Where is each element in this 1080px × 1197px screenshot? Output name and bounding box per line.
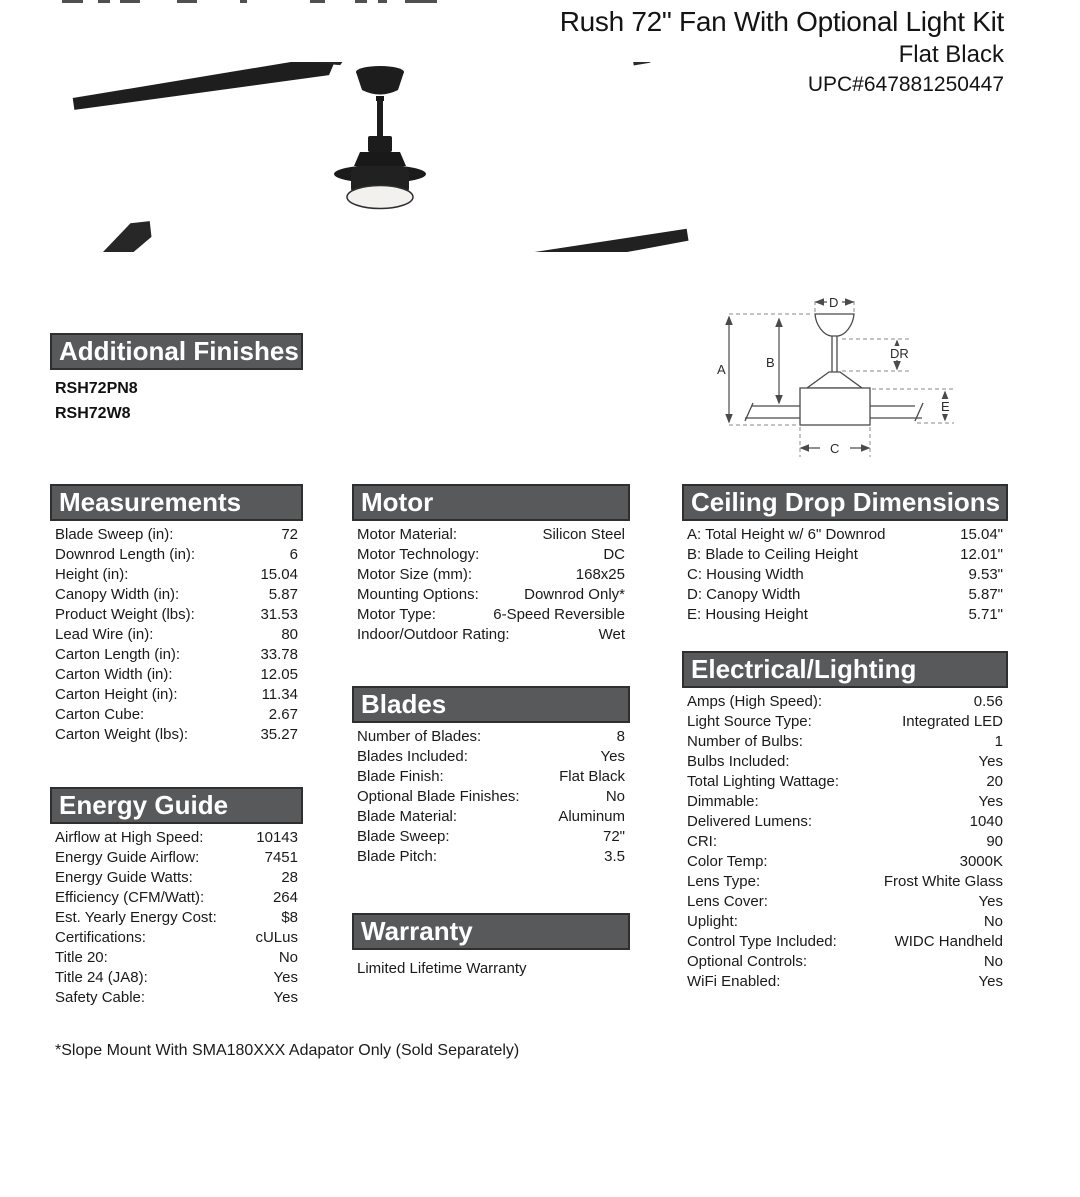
spec-value: Integrated LED bbox=[902, 713, 1003, 730]
spec-value: 31.53 bbox=[260, 606, 298, 623]
spec-row bbox=[682, 952, 1008, 972]
spec-label: Total Lighting Wattage: bbox=[687, 773, 840, 790]
spec-value: 5.87" bbox=[968, 586, 1003, 603]
light-lens bbox=[347, 186, 413, 209]
spec-row bbox=[682, 605, 1008, 625]
spec-value: 6 bbox=[289, 546, 298, 563]
spec-label: Lens Cover: bbox=[687, 893, 768, 910]
spec-value: 80 bbox=[281, 626, 298, 643]
page-title: Rush 72" Fan With Optional Light Kit bbox=[559, 6, 1004, 37]
logo-mark bbox=[98, 0, 110, 3]
spec-value: No bbox=[605, 788, 625, 805]
motor-section bbox=[352, 484, 630, 645]
spec-value: $8 bbox=[281, 909, 298, 926]
spec-value: 6-Speed Reversible bbox=[493, 606, 625, 623]
spec-row bbox=[50, 605, 303, 625]
spec-row bbox=[682, 812, 1008, 832]
spec-value: Aluminum bbox=[558, 808, 625, 825]
measurements-rows bbox=[50, 525, 303, 745]
spec-row bbox=[682, 692, 1008, 712]
electrical-rows bbox=[682, 692, 1008, 992]
spec-row bbox=[352, 585, 630, 605]
spec-value: 168x25 bbox=[575, 566, 625, 583]
spec-label: Optional Controls: bbox=[687, 953, 808, 970]
spec-value: Frost White Glass bbox=[883, 873, 1003, 890]
spec-value: Yes bbox=[273, 969, 298, 986]
logo-mark bbox=[405, 0, 437, 3]
spec-value: 264 bbox=[272, 889, 298, 906]
spec-label: WiFi Enabled: bbox=[687, 973, 781, 990]
spec-label: Dimmable: bbox=[687, 793, 759, 810]
spec-value: 1040 bbox=[969, 813, 1003, 830]
spec-row bbox=[50, 685, 303, 705]
spec-label: Blade Pitch: bbox=[357, 848, 438, 865]
spec-row bbox=[682, 712, 1008, 732]
energy-guide-section bbox=[50, 787, 303, 1008]
spec-row bbox=[682, 752, 1008, 772]
spec-label: Title 24 (JA8): bbox=[55, 969, 148, 986]
spec-label: Efficiency (CFM/Watt): bbox=[55, 889, 205, 906]
spec-row bbox=[50, 705, 303, 725]
spec-value: 15.04 bbox=[260, 566, 298, 583]
additional-finishes-section bbox=[50, 333, 303, 426]
spec-value: 12.05 bbox=[260, 666, 298, 683]
spec-label: Motor Size (mm): bbox=[357, 566, 473, 583]
electrical-section bbox=[682, 651, 1008, 992]
spec-row bbox=[352, 787, 630, 807]
spec-value: 15.04" bbox=[960, 526, 1003, 543]
spec-value: 90 bbox=[986, 833, 1003, 850]
spec-row bbox=[352, 847, 630, 867]
spec-row bbox=[50, 645, 303, 665]
spec-label: Energy Guide Watts: bbox=[55, 869, 193, 886]
spec-label: Lens Type: bbox=[687, 873, 761, 890]
spec-label: Safety Cable: bbox=[55, 989, 146, 1006]
dim-label-dr: DR bbox=[890, 346, 909, 361]
dim-label-a: A bbox=[717, 362, 726, 377]
spec-row bbox=[682, 892, 1008, 912]
spec-row bbox=[682, 912, 1008, 932]
spec-value: WIDC Handheld bbox=[894, 933, 1003, 950]
dim-label-d: D bbox=[829, 295, 839, 310]
spec-value: Yes bbox=[978, 793, 1003, 810]
spec-label: Blade Finish: bbox=[357, 768, 444, 785]
spec-row bbox=[682, 565, 1008, 585]
dimension-diagram bbox=[712, 290, 1047, 475]
spec-row bbox=[50, 828, 303, 848]
spec-row bbox=[682, 972, 1008, 992]
spec-label: Number of Blades: bbox=[357, 728, 482, 745]
spec-label: CRI: bbox=[687, 833, 717, 850]
additional-finishes-heading: Additional Finishes bbox=[50, 333, 303, 370]
spec-label: Bulbs Included: bbox=[687, 753, 790, 770]
spec-value: 0.56 bbox=[973, 693, 1003, 710]
spec-row bbox=[682, 872, 1008, 892]
spec-row bbox=[50, 908, 303, 928]
spec-label: Color Temp: bbox=[687, 853, 768, 870]
spec-value: 3.5 bbox=[604, 848, 625, 865]
spec-value: 5.87 bbox=[268, 586, 298, 603]
spec-label: Carton Length (in): bbox=[55, 646, 181, 663]
spec-label: Optional Blade Finishes: bbox=[357, 788, 520, 805]
spec-row bbox=[682, 932, 1008, 952]
spec-row bbox=[682, 732, 1008, 752]
spec-row bbox=[682, 852, 1008, 872]
spec-value: Flat Black bbox=[559, 768, 625, 785]
spec-label: Carton Weight (lbs): bbox=[55, 726, 189, 743]
dim-label-e: E bbox=[941, 399, 950, 414]
spec-value: 3000K bbox=[959, 853, 1003, 870]
spec-label: Motor Type: bbox=[357, 606, 436, 623]
spec-value: 2.67 bbox=[268, 706, 298, 723]
logo-mark bbox=[240, 0, 247, 3]
blades-rows bbox=[352, 727, 630, 867]
spec-value: DC bbox=[603, 546, 625, 563]
warranty-text: Limited Lifetime Warranty bbox=[357, 960, 527, 977]
spec-value: 12.01" bbox=[960, 546, 1003, 563]
logo-mark bbox=[355, 0, 367, 3]
electrical-heading: Electrical/Lighting bbox=[682, 651, 1008, 688]
spec-row bbox=[50, 848, 303, 868]
spec-label: Title 20: bbox=[55, 949, 108, 966]
blades-heading: Blades bbox=[352, 686, 630, 723]
spec-label: Canopy Width (in): bbox=[55, 586, 180, 603]
spec-label: Motor Technology: bbox=[357, 546, 480, 563]
spec-label: Blade Material: bbox=[357, 808, 458, 825]
spec-value: Silicon Steel bbox=[542, 526, 625, 543]
spec-label: Height (in): bbox=[55, 566, 129, 583]
spec-label: Amps (High Speed): bbox=[687, 693, 823, 710]
motor-rows bbox=[352, 525, 630, 645]
spec-label: Mounting Options: bbox=[357, 586, 479, 603]
spec-value: Yes bbox=[978, 753, 1003, 770]
slope-mount-footnote: *Slope Mount With SMA180XXX Adapator Only (Sold Separately) bbox=[55, 1042, 520, 1059]
spec-value: Yes bbox=[600, 748, 625, 765]
fan-illustration bbox=[50, 62, 695, 252]
spec-label: Carton Cube: bbox=[55, 706, 145, 723]
spec-row bbox=[682, 792, 1008, 812]
upc-code: UPC#647881250447 bbox=[807, 73, 1004, 96]
spec-row bbox=[352, 525, 630, 545]
spec-value: 1 bbox=[994, 733, 1003, 750]
spec-label: Energy Guide Airflow: bbox=[55, 849, 200, 866]
spec-row bbox=[352, 605, 630, 625]
energy-guide-heading: Energy Guide bbox=[50, 787, 303, 824]
spec-value: Yes bbox=[273, 989, 298, 1006]
spec-row bbox=[352, 727, 630, 747]
spec-row bbox=[50, 948, 303, 968]
spec-row bbox=[50, 868, 303, 888]
spec-value: Yes bbox=[978, 893, 1003, 910]
spec-value: 10143 bbox=[256, 829, 298, 846]
spec-row bbox=[352, 807, 630, 827]
spec-label: E: Housing Height bbox=[687, 606, 808, 623]
spec-row bbox=[50, 525, 303, 545]
spec-label: Blade Sweep (in): bbox=[55, 526, 174, 543]
spec-value: 9.53" bbox=[968, 566, 1003, 583]
spec-value: 28 bbox=[281, 869, 298, 886]
spec-label: B: Blade to Ceiling Height bbox=[687, 546, 858, 563]
warranty-heading: Warranty bbox=[352, 913, 630, 950]
spec-value: 72 bbox=[281, 526, 298, 543]
finish-model-list bbox=[50, 376, 303, 426]
finish-model: RSH72PN8 bbox=[55, 380, 138, 397]
spec-row bbox=[352, 545, 630, 565]
spec-label: Carton Height (in): bbox=[55, 686, 178, 703]
spec-label: Light Source Type: bbox=[687, 713, 812, 730]
spec-label: Control Type Included: bbox=[687, 933, 837, 950]
ceiling-drop-heading: Ceiling Drop Dimensions bbox=[682, 484, 1008, 521]
dim-label-b: B bbox=[766, 355, 775, 370]
spec-row bbox=[352, 767, 630, 787]
logo-mark bbox=[120, 0, 140, 3]
finish-name: Flat Black bbox=[898, 41, 1004, 68]
spec-row bbox=[50, 725, 303, 745]
spec-value: 72" bbox=[602, 828, 625, 845]
spec-label: Downrod Length (in): bbox=[55, 546, 196, 563]
spec-row bbox=[352, 747, 630, 767]
cropped-logo-artifact bbox=[60, 0, 445, 4]
spec-label: Est. Yearly Energy Cost: bbox=[55, 909, 217, 926]
spec-label: Certifications: bbox=[55, 929, 146, 946]
spec-row bbox=[50, 968, 303, 988]
spec-value: 33.78 bbox=[260, 646, 298, 663]
warranty-section bbox=[352, 913, 630, 978]
measurements-heading: Measurements bbox=[50, 484, 303, 521]
spec-row bbox=[682, 545, 1008, 565]
logo-mark bbox=[310, 0, 325, 3]
spec-value: cULus bbox=[255, 929, 298, 946]
motor-heading: Motor bbox=[352, 484, 630, 521]
spec-row bbox=[682, 585, 1008, 605]
spec-row bbox=[682, 525, 1008, 545]
spec-value: 11.34 bbox=[261, 686, 298, 703]
spec-row bbox=[352, 827, 630, 847]
spec-value: 20 bbox=[986, 773, 1003, 790]
dim-label-c: C bbox=[830, 441, 840, 456]
spec-label: Motor Material: bbox=[357, 526, 458, 543]
spec-row bbox=[682, 772, 1008, 792]
spec-value: No bbox=[983, 913, 1003, 930]
dimension-diagram-svg bbox=[712, 290, 1047, 475]
spec-label: Indoor/Outdoor Rating: bbox=[357, 626, 510, 643]
logo-mark bbox=[378, 0, 387, 3]
spec-row bbox=[50, 888, 303, 908]
spec-label: Carton Width (in): bbox=[55, 666, 173, 683]
spec-value: Yes bbox=[978, 973, 1003, 990]
spec-label: Delivered Lumens: bbox=[687, 813, 813, 830]
spec-value: 5.71" bbox=[968, 606, 1003, 623]
fan-product-image bbox=[50, 62, 695, 252]
spec-label: Blade Sweep: bbox=[357, 828, 450, 845]
spec-row bbox=[50, 665, 303, 685]
spec-row bbox=[50, 565, 303, 585]
spec-label: Uplight: bbox=[687, 913, 738, 930]
logo-mark bbox=[177, 0, 197, 3]
logo-mark bbox=[62, 0, 83, 3]
spec-row bbox=[352, 565, 630, 585]
spec-value: 8 bbox=[616, 728, 625, 745]
energy-guide-rows bbox=[50, 828, 303, 1008]
spec-row bbox=[50, 585, 303, 605]
spec-value: Downrod Only* bbox=[524, 586, 625, 603]
ceiling-drop-section bbox=[682, 484, 1008, 625]
spec-label: C: Housing Width bbox=[687, 566, 804, 583]
spec-value: 35.27 bbox=[260, 726, 298, 743]
spec-value: No bbox=[983, 953, 1003, 970]
blades-section bbox=[352, 686, 630, 867]
ceiling-drop-rows bbox=[682, 525, 1008, 625]
spec-row bbox=[682, 832, 1008, 852]
spec-label: Product Weight (lbs): bbox=[55, 606, 195, 623]
measurements-section bbox=[50, 484, 303, 745]
spec-row bbox=[352, 625, 630, 645]
spec-row bbox=[50, 625, 303, 645]
finish-model: RSH72W8 bbox=[55, 405, 131, 422]
spec-label: Blades Included: bbox=[357, 748, 468, 765]
spec-value: 7451 bbox=[264, 849, 298, 866]
spec-label: Lead Wire (in): bbox=[55, 626, 154, 643]
spec-row bbox=[50, 545, 303, 565]
spec-row bbox=[50, 928, 303, 948]
spec-label: Number of Bulbs: bbox=[687, 733, 803, 750]
spec-label: Airflow at High Speed: bbox=[55, 829, 204, 846]
spec-value: No bbox=[278, 949, 298, 966]
spec-label: A: Total Height w/ 6" Downrod bbox=[687, 526, 886, 543]
spec-value: Wet bbox=[598, 626, 625, 643]
spec-label: D: Canopy Width bbox=[687, 586, 801, 603]
spec-row bbox=[50, 988, 303, 1008]
